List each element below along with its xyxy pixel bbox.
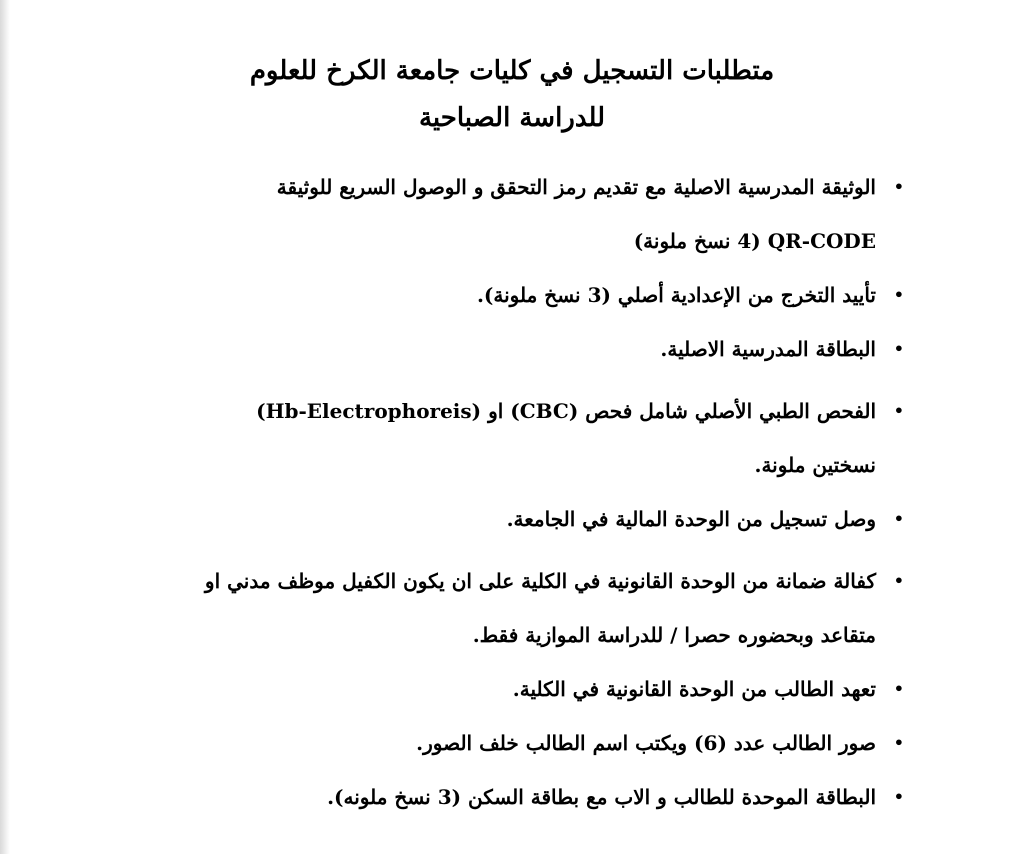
bullet-icon: • <box>893 285 904 304</box>
title-line-1: متطلبات التسجيل في كليات جامعة الكرخ للعلوم <box>249 56 775 86</box>
bullet-icon: • <box>893 733 904 752</box>
list-item <box>100 670 910 708</box>
item-text-line: نسختين ملونة. <box>754 453 876 477</box>
requirements-list <box>100 160 910 832</box>
title-line-2: للدراسة الصباحية <box>418 103 606 133</box>
item-text-line: البطاقة المدرسية الاصلية. <box>660 337 876 361</box>
item-text-line: كفالة ضمانة من الوحدة القانونية في الكلية على ان يكون الكفيل موظف مدني او <box>204 569 876 593</box>
item-text-line: تأييد التخرج من الإعدادية أصلي (3 نسخ ملونة). <box>476 283 876 307</box>
bullet-icon: • <box>893 339 904 358</box>
item-text-line: الوثيقة المدرسية الاصلية مع تقديم رمز التحقق و الوصول السريع للوثيقة <box>276 175 876 199</box>
item-text-line: البطاقة الموحدة للطالب و الاب مع بطاقة السكن (3 نسخ ملونه). <box>327 785 876 809</box>
bullet-icon: • <box>893 679 904 698</box>
list-item <box>100 160 910 268</box>
list-item <box>100 554 910 662</box>
bullet-icon: • <box>893 787 904 806</box>
bullet-icon: • <box>893 509 904 528</box>
list-item <box>100 330 910 368</box>
document-title <box>120 48 904 142</box>
list-item <box>100 724 910 762</box>
item-text-line: تعهد الطالب من الوحدة القانونية في الكلية. <box>512 677 876 701</box>
item-text-line: متقاعد وبحضوره حصرا / للدراسة الموازية فقط. <box>472 623 876 647</box>
page-edge-shadow <box>0 0 10 854</box>
item-text-line: وصل تسجيل من الوحدة المالية في الجامعة. <box>506 507 876 531</box>
list-item <box>100 384 910 492</box>
item-text-line: QR-CODE (4 نسخ ملونة) <box>633 229 876 253</box>
list-item <box>100 276 910 314</box>
list-item <box>100 500 910 538</box>
item-text-line: صور الطالب عدد (6) ويكتب اسم الطالب خلف الصور. <box>416 731 876 755</box>
bullet-icon: • <box>893 571 904 590</box>
list-item <box>100 778 910 816</box>
bullet-icon: • <box>893 401 904 420</box>
bullet-icon: • <box>893 177 904 196</box>
item-text-line: الفحص الطبي الأصلي شامل فحص (CBC) او (Hb-Electrophoreis) <box>256 399 876 423</box>
